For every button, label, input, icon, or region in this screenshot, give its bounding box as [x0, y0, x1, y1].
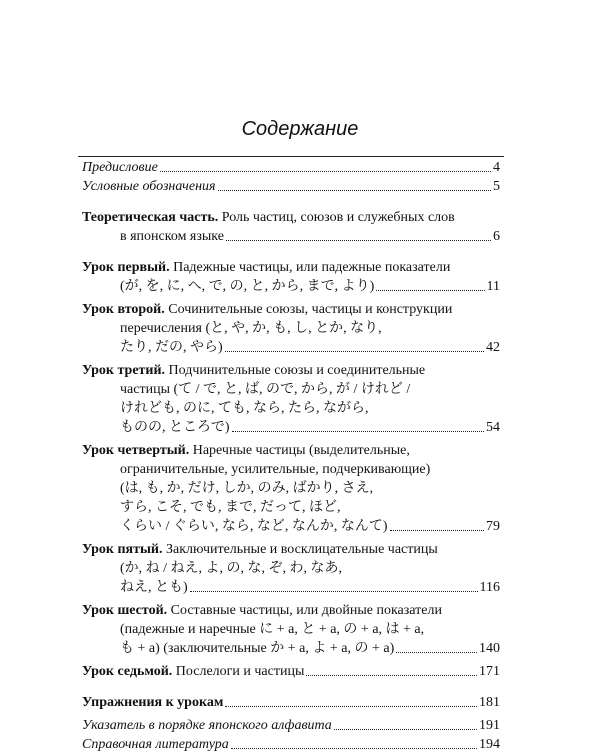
toc-text: ねえ, とも)	[120, 580, 188, 595]
toc-entry-symbols[interactable]	[82, 177, 500, 196]
leader-dots	[390, 530, 484, 531]
toc-label: Указатель в порядке японского алфавита	[82, 718, 332, 733]
toc-text: Подчинительные союзы и соединительные	[168, 363, 426, 378]
toc-text: Сочинительные союзы, частицы и конструкции	[168, 302, 453, 317]
leader-dots	[376, 290, 484, 291]
toc-entry-references[interactable]	[82, 735, 500, 754]
leader-dots	[225, 706, 477, 707]
toc-section-title: Урок пятый.	[82, 542, 163, 557]
leader-dots	[218, 190, 491, 191]
toc-text: перечисления (と, や, か, も, し, とか, なり,	[120, 321, 382, 336]
toc-text: Роль частиц, союзов и служебных слов	[221, 210, 455, 225]
toc-label: Условные обозначения	[82, 179, 216, 194]
toc-text: (падежные и наречные に + а, と + а, の + а, は + а,	[120, 622, 425, 637]
toc-entry-lesson-4[interactable]	[82, 441, 500, 536]
toc-entry-lesson-5[interactable]	[82, 540, 500, 597]
toc-section-title: Упражнения к урокам	[82, 695, 224, 710]
leader-dots	[232, 431, 484, 432]
toc-text: Наречные частицы (выделительные,	[192, 443, 410, 458]
toc-page-number: 181	[479, 695, 500, 710]
toc-text: たり, だの, やら)	[120, 340, 223, 355]
leader-dots	[160, 171, 491, 172]
toc-page-number: 194	[479, 737, 500, 752]
title-rule	[78, 156, 504, 157]
toc-entry-preface[interactable]	[82, 158, 500, 177]
toc-text: Послелоги и частицы	[175, 664, 305, 679]
toc-page-number: 11	[486, 279, 500, 294]
toc-text: частицы (て / で, と, ば, ので, から, が / けれど /	[120, 382, 411, 397]
toc-text: Составные частицы, или двойные показатели	[170, 603, 442, 618]
toc-text: くらい / ぐらい, なら, など, なんか, なんて)	[120, 519, 388, 534]
leader-dots	[334, 729, 477, 730]
toc-page-number: 54	[486, 420, 500, 435]
toc-text: Падежные частицы, или падежные показатели	[173, 260, 451, 275]
toc-page-number: 79	[486, 519, 500, 534]
leader-dots	[396, 652, 477, 653]
leader-dots	[226, 240, 491, 241]
toc-text: ものの, ところで)	[120, 420, 230, 435]
toc-text: (が, を, に, へ, で, の, と, から, まで, より)	[120, 279, 375, 294]
toc-text: (か, ね / ねえ, よ, の, な, ぞ, わ, なあ,	[120, 561, 343, 576]
toc-entry-index[interactable]	[82, 716, 500, 735]
toc-section-title: Урок седьмой.	[82, 664, 173, 679]
leader-dots	[306, 675, 477, 676]
toc-section-title: Теоретическая часть.	[82, 210, 219, 225]
toc-entry-theory[interactable]	[82, 208, 500, 246]
toc-page-number: 140	[479, 641, 500, 656]
toc-text: Заключительные и восклицательные частицы	[166, 542, 438, 557]
toc-page-number: 42	[486, 340, 500, 355]
toc-page-number: 4	[493, 160, 500, 175]
toc-page-number: 116	[479, 580, 500, 595]
toc-text: (は, も, か, だけ, しか, のみ, ばかり, さえ,	[120, 481, 374, 496]
toc-text: すら, こそ, でも, まで, だって, ほど,	[120, 500, 341, 515]
toc-section-title: Урок первый.	[82, 260, 170, 275]
toc-text: も + а) (заключительные か + а, よ + а, の + а)	[120, 641, 395, 656]
toc-page-number: 5	[493, 179, 500, 194]
leader-dots	[225, 351, 484, 352]
toc-text: ограничительные, усилительные, подчеркивающие)	[120, 462, 431, 477]
toc-page-number: 6	[493, 229, 500, 244]
page-title: Содержание	[241, 118, 359, 140]
table-of-contents	[82, 158, 500, 754]
toc-entry-lesson-3[interactable]	[82, 361, 500, 437]
toc-section-title: Урок второй.	[82, 302, 165, 317]
toc-label: Предисловие	[82, 160, 158, 175]
leader-dots	[231, 748, 477, 749]
toc-text: けれども, のに, ても, なら, たら, ながら,	[120, 401, 369, 416]
toc-text: в японском языке	[120, 229, 224, 244]
leader-dots	[190, 591, 478, 592]
toc-label: Справочная литература	[82, 737, 229, 752]
toc-section-title: Урок четвертый.	[82, 443, 190, 458]
toc-page-number: 171	[479, 664, 500, 679]
toc-section-title: Урок шестой.	[82, 603, 168, 618]
toc-entry-lesson-1[interactable]	[82, 258, 500, 296]
toc-entry-lesson-2[interactable]	[82, 300, 500, 357]
toc-entry-lesson-7[interactable]	[82, 662, 500, 681]
toc-entry-exercises[interactable]	[82, 693, 500, 712]
toc-section-title: Урок третий.	[82, 363, 166, 378]
toc-page-number: 191	[479, 718, 500, 733]
toc-entry-lesson-6[interactable]	[82, 601, 500, 658]
